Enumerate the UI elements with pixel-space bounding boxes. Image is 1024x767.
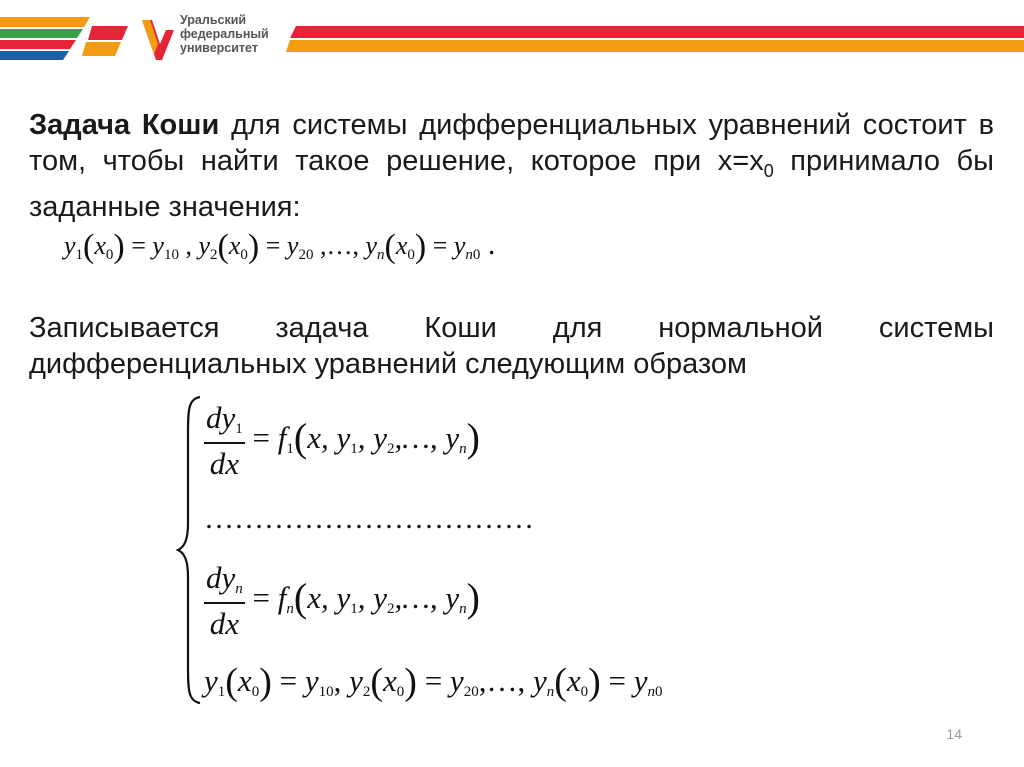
ellipsis-row: …………………………… <box>204 502 534 535</box>
term-cauchy-problem: Задача Коши <box>29 109 220 141</box>
definition-end: принимало бы заданные значения: <box>29 145 994 223</box>
initial-conditions-formula: $y_1(x_0) = y_{10}$ , $y_2(x_0) = y_{20}$ ,…, $y_n(x_0) = y_{n0}$ . <box>64 228 496 265</box>
logo-line-3: университет <box>180 41 258 55</box>
page-number: 14 <box>946 726 962 742</box>
cauchy-definition-paragraph <box>29 107 994 225</box>
university-logo-icon <box>140 14 176 64</box>
equation-1: $\frac{dy_1}{dx}$ = $f_1(x$, $y_1$, $y_2,\dots$, $y_n$) <box>206 400 480 481</box>
system-brace <box>176 395 206 705</box>
normal-system-paragraph: Записывается задача Коши для нормальной системы дифференциальных уравнений следующим образом <box>29 312 994 380</box>
equation-n: $\frac{dy_n}{dx}$ = $f_n(x$, $y_1$, $y_2,\dots$, $y_n$) <box>206 560 480 641</box>
definition-subscript: 0 <box>763 160 774 181</box>
logo-line-2: федеральный <box>180 27 269 41</box>
logo-line-1: Уральский <box>180 13 247 27</box>
university-logo-text <box>180 13 269 55</box>
system-initial-conditions: $y_1(x_0) = y_{10}$, $y_2(x_0)$ = $y_{20},\dots$, $y_n(x_0) = y_{n0}$ <box>204 661 663 703</box>
definition-text: для системы дифференциальных уравнений состоит в том, чтобы найти такое решение, которое при x=x <box>29 109 995 177</box>
